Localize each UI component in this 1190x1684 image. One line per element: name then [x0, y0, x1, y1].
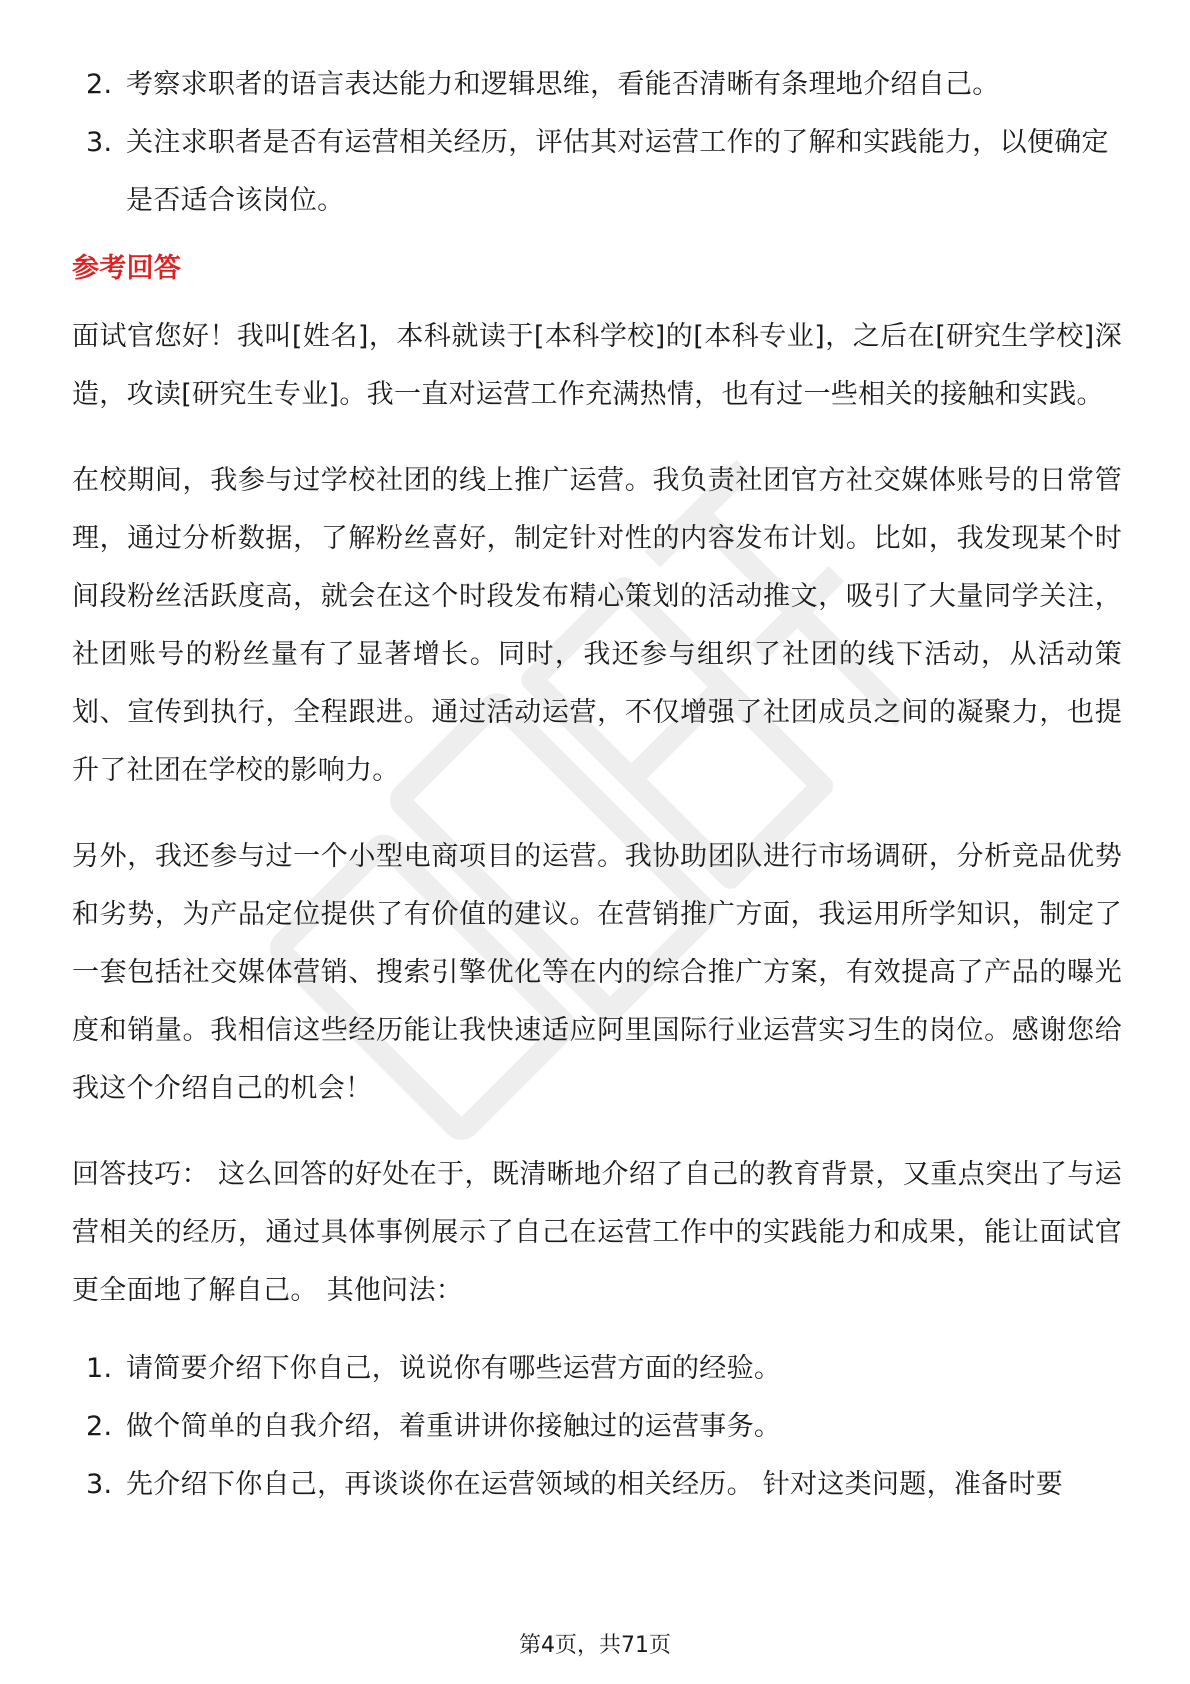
list-number: 1.: [86, 1353, 113, 1384]
answer-paragraph-ecommerce: 另外，我还参与过一个小型电商项目的运营。我协助团队进行市场调研，分析竞品优势和劣势，为产品定位提供了有价值的建议。在营销推广方面，我运用所学知识，制定了一套包括社交媒体营销、搜索引擎优化等在内的综合推广方案，有效提高了产品的曝光度和销量。我相信这些经历能让我快速适应阿里国际行业运营实习生的岗位。感谢您给我这个介绍自己的机会！: [72, 841, 1122, 1104]
list-item: [72, 1398, 1122, 1456]
list-text: 先介绍下你自己，再谈谈你在运营领域的相关经历。 针对这类问题，准备时要: [126, 1469, 1064, 1500]
list-number: 2.: [86, 69, 113, 100]
list-text: 关注求职者是否有运营相关经历，评估其对运营工作的了解和实践能力，以便确定是否适合该岗位。: [126, 127, 1109, 216]
section-heading: 参考回答: [72, 253, 182, 284]
evaluation-points-list: [72, 56, 1122, 230]
list-text: 请简要介绍下你自己，说说你有哪些运营方面的经验。: [126, 1353, 782, 1384]
list-item: [72, 1456, 1122, 1514]
document-body: [72, 56, 1122, 1514]
list-item: [72, 56, 1122, 114]
list-number: 2.: [86, 1411, 113, 1442]
list-item: [72, 1340, 1122, 1398]
list-number: 3.: [86, 127, 113, 158]
list-item: [72, 114, 1122, 230]
list-text: 考察求职者的语言表达能力和逻辑思维，看能否清晰有条理地介绍自己。: [126, 69, 1000, 100]
answer-paragraph-intro: 面试官您好！我叫[姓名]，本科就读于[本科学校]的[本科专业]，之后在[研究生学校]深造，攻读[研究生专业]。我一直对运营工作充满热情，也有过一些相关的接触和实践。: [72, 321, 1122, 410]
list-text: 做个简单的自我介绍，着重讲讲你接触过的运营事务。: [126, 1411, 782, 1442]
answer-tips-paragraph: 回答技巧： 这么回答的好处在于，既清晰地介绍了自己的教育背景，又重点突出了与运营相关的经历，通过具体事例展示了自己在运营工作中的实践能力和成果，能让面试官更全面地了解自己。 其他问法：: [72, 1159, 1122, 1306]
answer-paragraph-campus: 在校期间，我参与过学校社团的线上推广运营。我负责社团官方社交媒体账号的日常管理，通过分析数据，了解粉丝喜好，制定针对性的内容发布计划。比如，我发现某个时间段粉丝活跃度高，就会在这个时段发布精心策划的活动推文，吸引了大量同学关注，社团账号的粉丝量有了显著增长。同时，我还参与组织了社团的线下活动，从活动策划、宣传到执行，全程跟进。通过活动运营，不仅增强了社团成员之间的凝聚力，也提升了社团在学校的影响力。: [72, 465, 1122, 786]
list-number: 3.: [86, 1469, 113, 1500]
alternative-questions-list: [72, 1340, 1122, 1514]
page-footer: 第4页，共71页: [519, 1633, 671, 1658]
